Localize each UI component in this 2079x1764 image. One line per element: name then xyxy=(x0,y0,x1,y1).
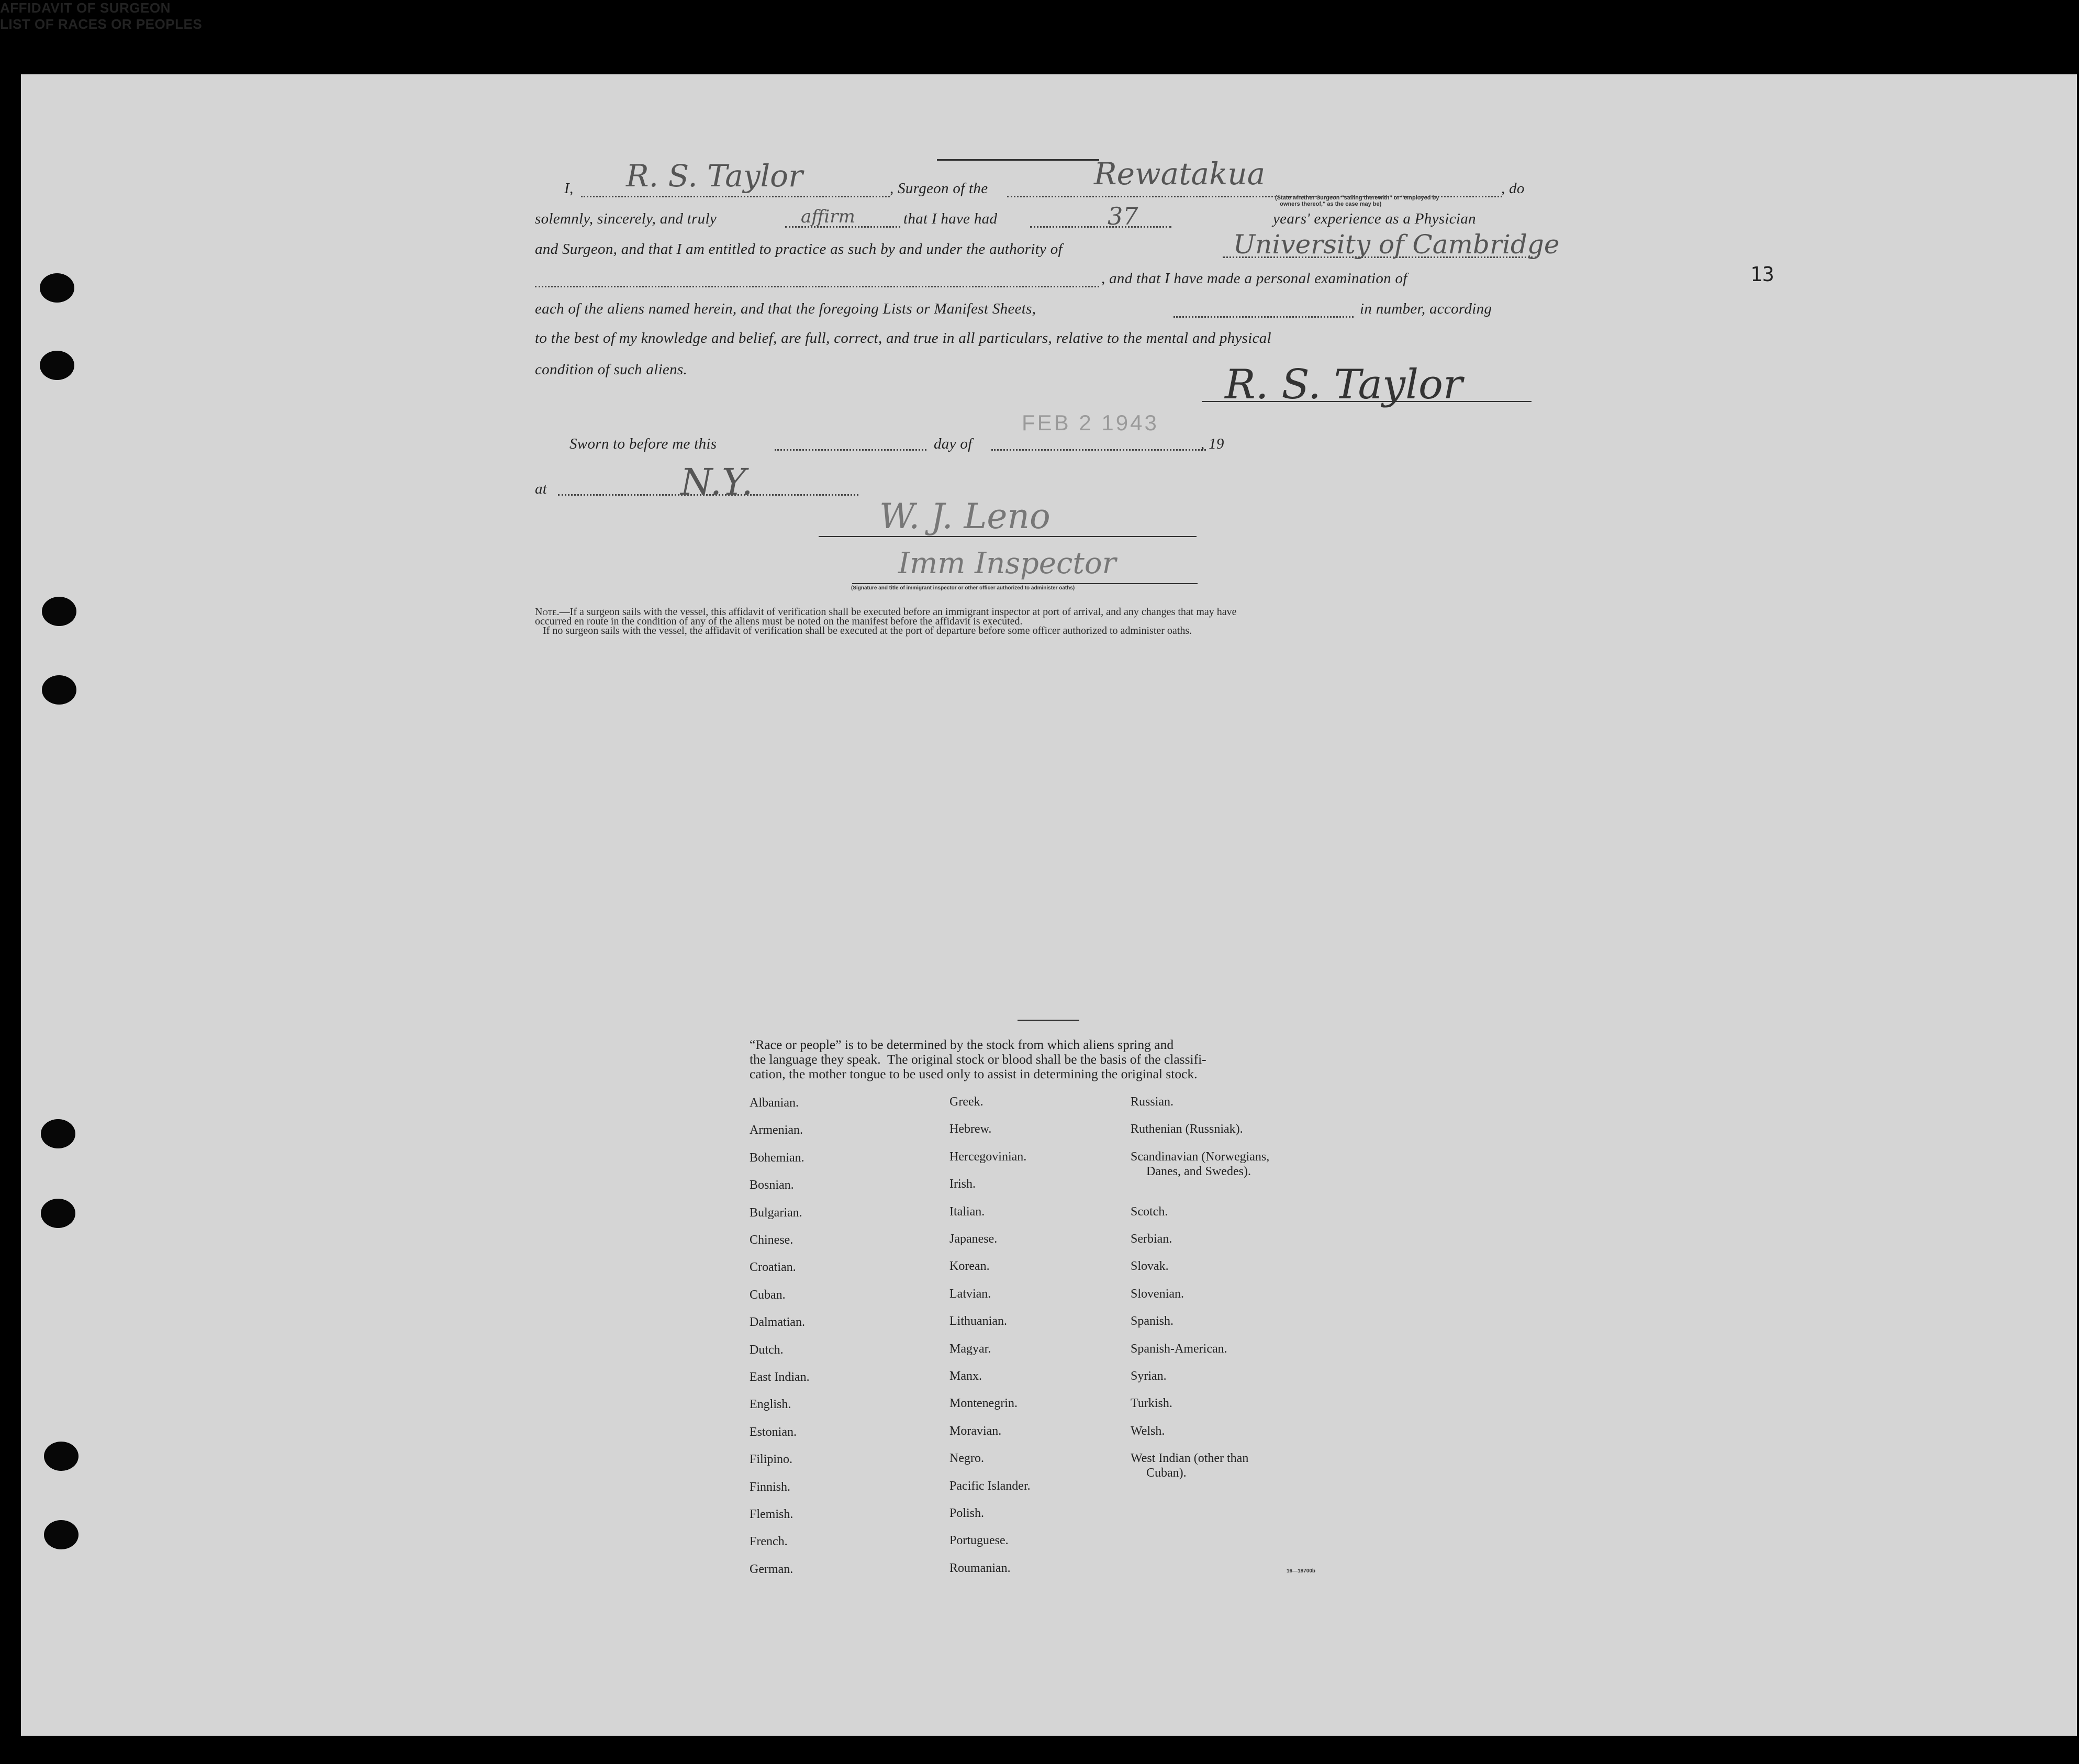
affidavit-line-2-mid: that I have had xyxy=(903,210,998,227)
affidavit-line-1-post: , do xyxy=(1501,180,1525,197)
race-item: Syrian. xyxy=(1131,1369,1167,1383)
race-item: Croatian. xyxy=(750,1260,796,1275)
race-item: Spanish. xyxy=(1131,1314,1174,1328)
binder-hole xyxy=(41,1199,75,1228)
affidavit-line-6: to the best of my knowledge and belief, are full, correct, and true in all particulars, relative to the mental and physical xyxy=(535,330,1271,347)
surgeon-name-field xyxy=(581,196,890,197)
inspector-signature: W. J. Leno xyxy=(879,496,1050,537)
race-item: Slovak. xyxy=(1131,1259,1169,1274)
binder-hole xyxy=(41,1119,75,1148)
race-item: French. xyxy=(750,1535,788,1549)
race-item: Greek. xyxy=(949,1095,983,1109)
race-item: West Indian (other than xyxy=(1131,1452,1249,1466)
race-item: Serbian. xyxy=(1131,1232,1172,1246)
at-label: at xyxy=(535,481,547,497)
surgeon-name-handwriting: R. S. Taylor xyxy=(626,158,803,194)
binder-hole xyxy=(42,675,76,705)
race-item: Turkish. xyxy=(1131,1397,1172,1411)
affidavit-note xyxy=(535,607,1237,635)
race-item: Cuban). xyxy=(1146,1466,1187,1480)
race-item: Scandinavian (Norwegians, xyxy=(1131,1149,1270,1164)
race-item: Danes, and Swedes). xyxy=(1146,1164,1251,1178)
affidavit-line-5-pre: each of the aliens named herein, and that the foregoing Lists or Manifest Sheets, xyxy=(535,300,1036,317)
affidavit-title: AFFIDAVIT OF SURGEON xyxy=(0,0,171,16)
race-item: Manx. xyxy=(949,1369,982,1383)
sheets-count-field xyxy=(1173,316,1354,318)
years-handwriting: 37 xyxy=(1108,202,1138,230)
race-item: Hebrew. xyxy=(949,1122,992,1136)
sworn-post: , 19 xyxy=(1201,436,1224,452)
affirm-handwriting: affirm xyxy=(801,206,855,227)
race-item: Polish. xyxy=(949,1506,985,1520)
binder-hole xyxy=(44,1442,79,1471)
race-item: Estonian. xyxy=(750,1425,797,1439)
race-item: Negro. xyxy=(949,1452,984,1466)
sworn-mid: day of xyxy=(934,436,973,452)
race-item: German. xyxy=(750,1562,793,1576)
surgeon-signature: R. S. Taylor xyxy=(1225,361,1463,408)
race-item: Finnish. xyxy=(750,1480,791,1494)
form-code: 16—18700b xyxy=(1287,1568,1316,1574)
race-item: Irish. xyxy=(949,1177,976,1191)
race-item: Slovenian. xyxy=(1131,1287,1184,1301)
date-stamp: FEB 2 1943 xyxy=(1022,410,1159,435)
sworn-month-field xyxy=(991,449,1206,451)
race-item: Lithuanian. xyxy=(949,1314,1007,1328)
race-item: Dalmatian. xyxy=(750,1315,805,1330)
race-item: Dutch. xyxy=(750,1343,784,1357)
race-item: Cuban. xyxy=(750,1288,786,1302)
race-item: Ruthenian (Russniak). xyxy=(1131,1122,1243,1136)
document-page xyxy=(21,74,2077,1736)
vessel-instruction-note: (State whether Surgeon "sailing therewith" or "employed by owners thereof," as the case may be) xyxy=(1275,195,1439,207)
race-item: Pacific Islander. xyxy=(949,1479,1031,1493)
race-item: East Indian. xyxy=(750,1370,810,1384)
race-item: Hercegovinian. xyxy=(949,1149,1027,1164)
race-item: Russian. xyxy=(1131,1095,1174,1109)
affidavit-line-5-post: in number, according xyxy=(1360,300,1492,317)
race-item: Welsh. xyxy=(1131,1424,1165,1438)
note-label: Note. xyxy=(535,606,560,618)
race-item: Albanian. xyxy=(750,1096,799,1110)
race-item: Portuguese. xyxy=(949,1534,1009,1548)
race-item: Chinese. xyxy=(750,1233,793,1247)
race-item: English. xyxy=(750,1398,791,1412)
authority-continuation-field xyxy=(535,286,1099,287)
at-place-handwriting: N.Y. xyxy=(680,461,753,504)
binder-hole xyxy=(40,351,74,380)
binder-hole xyxy=(40,273,74,303)
page-number: 13 xyxy=(1750,263,1774,286)
inspector-caption: (Signature and title of immigrant inspector or other officer authorized to administer oaths) xyxy=(851,585,1075,591)
race-item: Magyar. xyxy=(949,1342,991,1356)
affidavit-line-1-mid: , Surgeon of the xyxy=(890,180,988,197)
race-item: Spanish-American. xyxy=(1131,1342,1227,1356)
affidavit-line-3: and Surgeon, and that I am entitled to practice as such by and under the authority of xyxy=(535,241,1063,258)
years-field xyxy=(1030,226,1171,228)
races-title-underline xyxy=(1018,1020,1079,1021)
title-underline xyxy=(937,159,1099,161)
race-item: Bulgarian. xyxy=(750,1205,802,1220)
inspector-title-line xyxy=(852,583,1198,584)
affidavit-line-1-pre: I, xyxy=(564,180,574,197)
binder-hole xyxy=(44,1520,79,1549)
race-item: Italian. xyxy=(949,1204,985,1219)
affidavit-line-7: condition of such aliens. xyxy=(535,361,688,378)
race-item: Armenian. xyxy=(750,1123,803,1137)
note-text: —If a surgeon sails with the vessel, this affidavit of verification shall be executed before an immigrant inspector at port of arrival, and any changes that may have occurred en route in the condition of any of the aliens must be noted on the manifest before the affidavit is executed. If no surgeon sails with the vessel, the affidavit of verification shall be executed at the port of departure before some officer authorized to administer oaths. xyxy=(535,606,1237,637)
race-item: Japanese. xyxy=(949,1232,998,1246)
race-item: Korean. xyxy=(949,1259,990,1274)
race-item: Flemish. xyxy=(750,1508,793,1521)
affidavit-line-2-pre: solemnly, sincerely, and truly xyxy=(535,210,717,227)
authority-handwriting: University of Cambridge xyxy=(1233,229,1560,260)
races-title: LIST OF RACES OR PEOPLES xyxy=(0,16,203,32)
race-item: Latvian. xyxy=(949,1287,991,1301)
affidavit-line-4: , and that I have made a personal examination of xyxy=(1101,270,1407,287)
binder-hole xyxy=(42,597,76,626)
sworn-day-field xyxy=(775,449,926,451)
race-item: Moravian. xyxy=(949,1424,1002,1438)
inspector-signature-line xyxy=(819,536,1197,537)
affidavit-line-2-post: years' experience as a Physician xyxy=(1273,210,1476,227)
races-intro: “Race or people” is to be determined by the stock from which aliens spring and the language they speak. The original stock or blood shall be the basis of the classifi- cation, the mother tongue to be used only to assist in determining the original stock. xyxy=(750,1037,1206,1081)
race-item: Roumanian. xyxy=(949,1561,1011,1575)
race-item: Filipino. xyxy=(750,1453,793,1467)
race-item: Montenegrin. xyxy=(949,1397,1018,1411)
race-item: Bohemian. xyxy=(750,1151,804,1165)
sworn-pre: Sworn to before me this xyxy=(569,436,717,452)
race-item: Scotch. xyxy=(1131,1204,1168,1219)
vessel-handwriting: Rewatakua xyxy=(1094,156,1266,192)
race-item: Bosnian. xyxy=(750,1178,794,1192)
inspector-title-handwriting: Imm Inspector xyxy=(898,546,1116,580)
